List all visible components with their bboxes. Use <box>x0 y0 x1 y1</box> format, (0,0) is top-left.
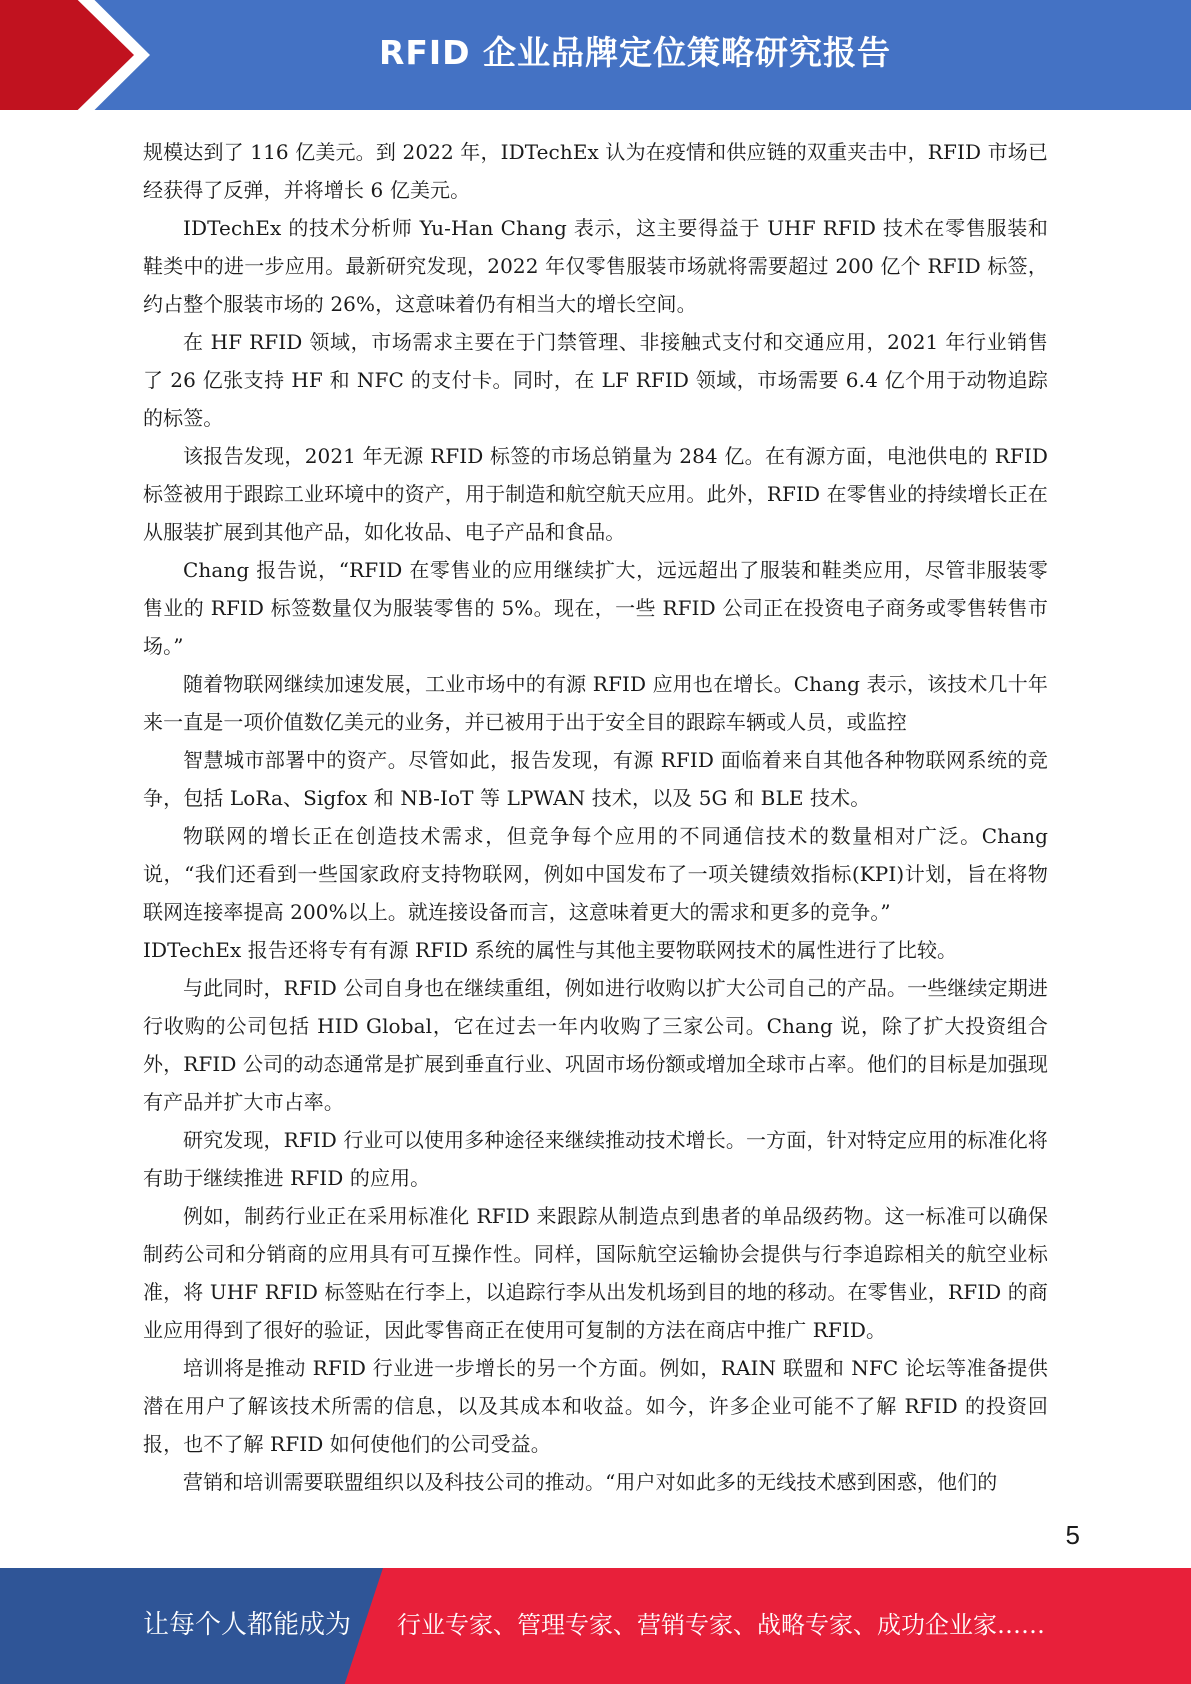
paragraph: 物联网的增长正在创造技术需求，但竞争每个应用的不同通信技术的数量相对广泛。Chang 说，“我们还看到一些国家政府支持物联网，例如中国发布了一项关键绩效指标(KPI)计划，旨在将物联网连接率提高 200%以上。就连接设备而言，这意味着更大的需求和更多的竞争。” <box>143 824 1048 924</box>
paragraph-unindented: IDTechEx 报告还将专有有源 RFID 系统的属性与其他主要物联网技术的属性进行了比较。 <box>143 938 958 962</box>
paragraph-continuation: 规模达到了 116 亿美元。到 2022 年，IDTechEx 认为在疫情和供应链的双重夹击中，RFID 市场已经获得了反弹，并将增长 6 亿美元。 <box>143 140 1048 202</box>
report-title: RFID 企业品牌定位策略研究报告 <box>378 33 892 72</box>
paragraph: 例如，制药行业正在采用标准化 RFID 来跟踪从制造点到患者的单品级药物。这一标准可以确保制药公司和分销商的应用具有可互操作性。同样，国际航空运输协会提供与行李追踪相关的航空业标准，将 UHF RFID 标签贴在行李上，以追踪行李从出发机场到目的地的移动。在零售业，RFID 的商业应用得到了很好的验证，因此零售商正在使用可复制的方法在商店中推广 RFID。 <box>143 1204 1048 1342</box>
footer-slogan: 让每个人都能成为 <box>143 1610 352 1640</box>
document-body <box>143 133 1048 1501</box>
paragraph: IDTechEx 的技术分析师 Yu-Han Chang 表示，这主要得益于 UHF RFID 技术在零售服装和鞋类中的进一步应用。最新研究发现，2022 年仅零售服装市场就将需要超过 200 亿个 RFID 标签，约占整个服装市场的 26%，这意味着仍有相当大的增长空间。 <box>143 216 1048 316</box>
page-number: 5 <box>1065 1520 1080 1550</box>
header-arrow-decoration <box>0 0 134 110</box>
paragraph: 随着物联网继续加速发展，工业市场中的有源 RFID 应用也在增长。Chang 表示，该技术几十年来一直是一项价值数亿美元的业务，并已被用于出于安全目的跟踪车辆或人员，或监控 <box>143 672 1048 734</box>
paragraph: 与此同时，RFID 公司自身也在继续重组，例如进行收购以扩大公司自己的产品。一些继续定期进行收购的公司包括 HID Global，它在过去一年内收购了三家公司。Chang 说，除了扩大投资组合外，RFID 公司的动态通常是扩展到垂直行业、巩固市场份额或增加全球市占率。他们的目标是加强现有产品并扩大市占率。 <box>143 976 1048 1114</box>
paragraph: 智慧城市部署中的资产。尽管如此，报告发现，有源 RFID 面临着来自其他各种物联网系统的竞争，包括 LoRa、Sigfox 和 NB-IoT 等 LPWAN 技术，以及 5G 和 BLE 技术。 <box>143 748 1048 810</box>
page-header <box>0 0 1191 110</box>
paragraph: 营销和培训需要联盟组织以及科技公司的推动。“用户对如此多的无线技术感到困惑，他们的 <box>183 1470 998 1494</box>
paragraph: 培训将是推动 RFID 行业进一步增长的另一个方面。例如，RAIN 联盟和 NFC 论坛等准备提供潜在用户了解该技术所需的信息，以及其成本和收益。如今，许多企业可能不了解 RFID 的投资回报，也不了解 RFID 如何使他们的公司受益。 <box>143 1356 1048 1456</box>
paragraph: 在 HF RFID 领域，市场需求主要在于门禁管理、非接触式支付和交通应用，2021 年行业销售了 26 亿张支持 HF 和 NFC 的支付卡。同时，在 LF RFID 领域，市场需要 6.4 亿个用于动物追踪的标签。 <box>143 330 1048 430</box>
footer-roles: 行业专家、管理专家、营销专家、战略专家、成功企业家…… <box>397 1611 1045 1639</box>
paragraph: 该报告发现，2021 年无源 RFID 标签的市场总销量为 284 亿。在有源方面，电池供电的 RFID 标签被用于跟踪工业环境中的资产，用于制造和航空航天应用。此外，RFID 在零售业的持续增长正在从服装扩展到其他产品，如化妆品、电子产品和食品。 <box>143 444 1048 544</box>
paragraph: Chang 报告说，“RFID 在零售业的应用继续扩大，远远超出了服装和鞋类应用，尽管非服装零售业的 RFID 标签数量仅为服装零售的 5%。现在，一些 RFID 公司正在投资电子商务或零售转售市场。” <box>143 558 1048 658</box>
paragraph: 研究发现，RFID 行业可以使用多种途径来继续推动技术增长。一方面，针对特定应用的标准化将有助于继续推进 RFID 的应用。 <box>143 1128 1048 1190</box>
page-footer <box>0 1568 1191 1684</box>
